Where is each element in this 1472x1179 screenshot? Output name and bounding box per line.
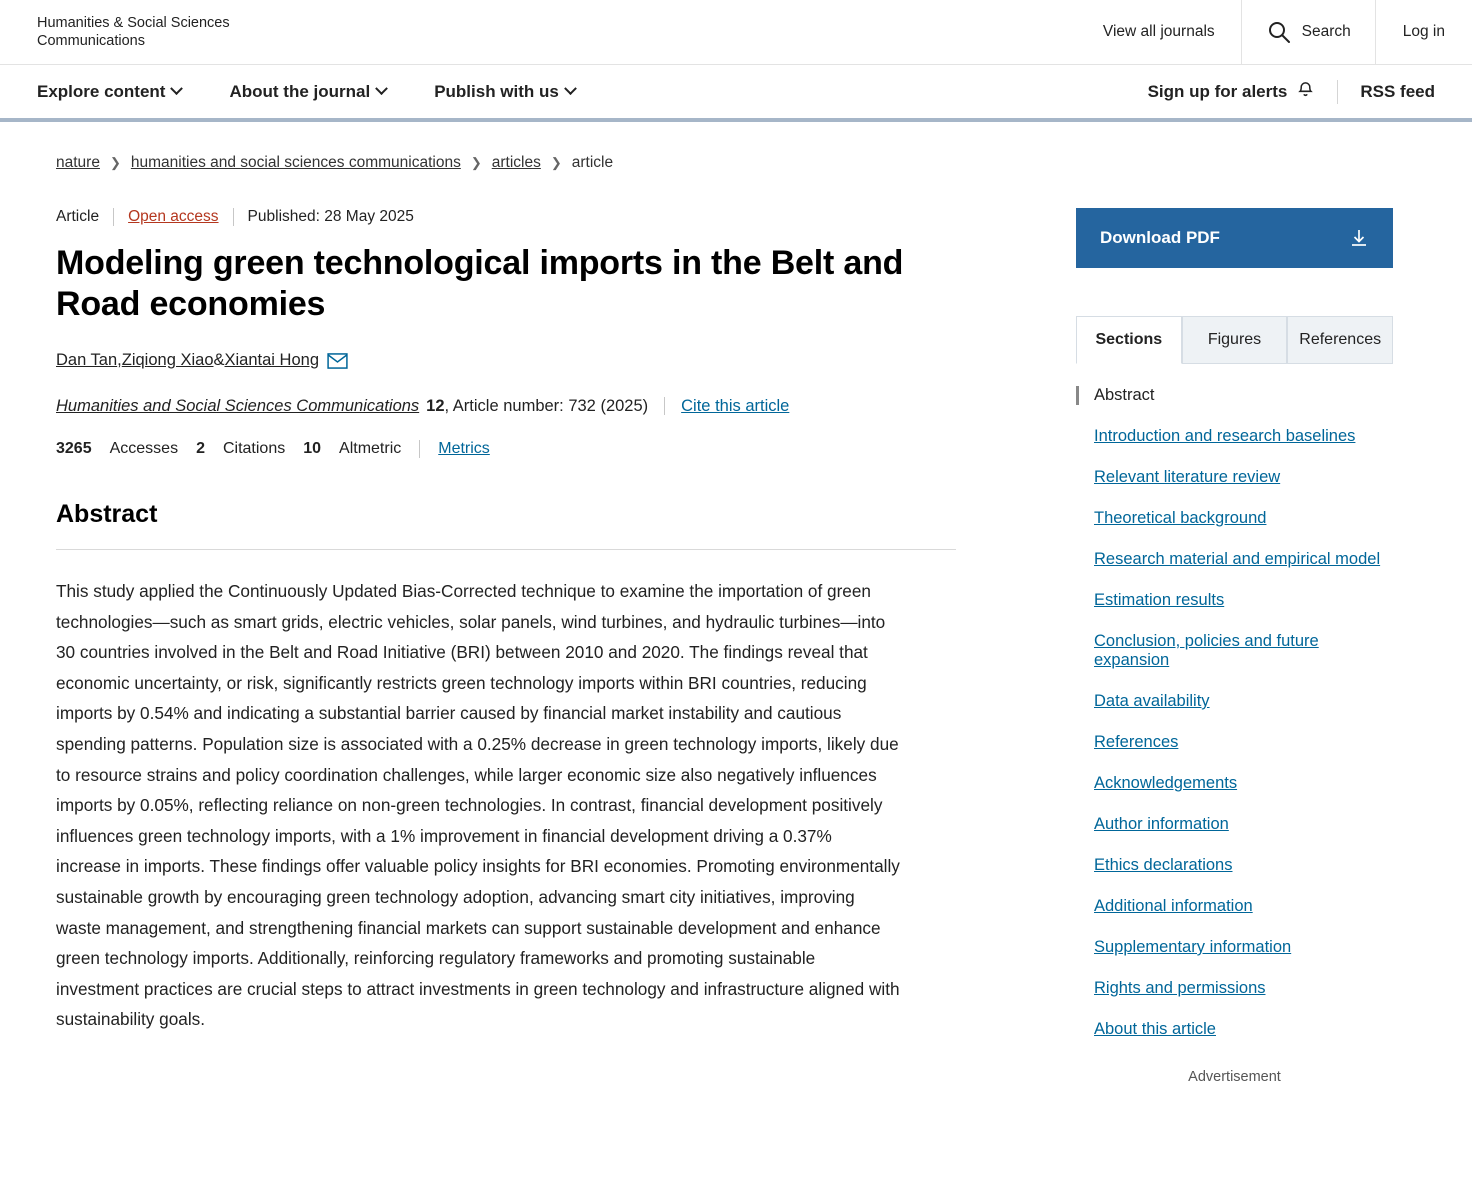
sidebar-item-about-this-article[interactable] bbox=[1076, 1020, 1393, 1039]
journal-citation-line bbox=[56, 397, 956, 416]
advertisement-label: Advertisement bbox=[1188, 1069, 1281, 1085]
sidebar-item-label[interactable]: Supplementary information bbox=[1094, 938, 1292, 956]
sidebar-item-literature-review[interactable] bbox=[1076, 468, 1393, 487]
published-date: Published: 28 May 2025 bbox=[247, 208, 414, 225]
sidebar-item-label[interactable]: Data availability bbox=[1094, 692, 1210, 710]
sidebar-item-label[interactable]: References bbox=[1094, 733, 1179, 751]
sidebar-item-introduction[interactable] bbox=[1076, 427, 1393, 446]
sidebar-item-label: Abstract bbox=[1094, 386, 1155, 404]
breadcrumb-separator-icon: ❯ bbox=[550, 155, 562, 170]
chevron-down-icon bbox=[171, 82, 184, 95]
email-icon[interactable] bbox=[327, 353, 348, 374]
sidebar-item-ethics-declarations[interactable] bbox=[1076, 856, 1393, 875]
page-title: Modeling green technological imports in the Belt and Road economies bbox=[56, 244, 904, 324]
article-meta-line bbox=[56, 208, 956, 226]
open-access-link[interactable]: Open access bbox=[128, 208, 219, 225]
nav-item-label: Explore content bbox=[37, 81, 166, 101]
author-sep-1: , bbox=[117, 350, 122, 369]
accesses-label: Accesses bbox=[109, 439, 179, 457]
rss-feed-link[interactable]: RSS feed bbox=[1360, 81, 1435, 101]
sidebar-item-label[interactable]: Acknowledgements bbox=[1094, 774, 1238, 792]
download-icon bbox=[1349, 228, 1369, 248]
accesses-count: 3265 bbox=[56, 439, 92, 457]
article-type-label: Article bbox=[56, 208, 100, 225]
section-divider bbox=[56, 549, 956, 550]
sidebar-item-label[interactable]: Relevant literature review bbox=[1094, 468, 1281, 486]
article-main-column bbox=[56, 172, 956, 1085]
tab-sections[interactable]: Sections bbox=[1076, 316, 1182, 364]
nav-item-label: Publish with us bbox=[434, 81, 559, 101]
nav-item-about-the-journal[interactable] bbox=[229, 82, 386, 102]
nav-right-group bbox=[1148, 80, 1435, 104]
alerts-label: Sign up for alerts bbox=[1147, 81, 1288, 101]
breadcrumb-item-current: article bbox=[571, 154, 614, 171]
sections-nav-list bbox=[1076, 364, 1393, 1039]
sidebar-tabs bbox=[1076, 316, 1393, 364]
download-pdf-label: Download PDF bbox=[1100, 228, 1220, 247]
cite-this-article-link[interactable]: Cite this article bbox=[681, 396, 790, 415]
sidebar-item-research-material[interactable] bbox=[1076, 550, 1393, 569]
journal-volume: 12 bbox=[426, 396, 445, 415]
meta-divider bbox=[419, 440, 420, 458]
sidebar-item-rights-and-permissions[interactable] bbox=[1076, 979, 1393, 998]
login-link[interactable]: Log in bbox=[1402, 23, 1445, 40]
article-metrics-line bbox=[56, 440, 956, 458]
citations-count: 2 bbox=[196, 439, 205, 457]
sidebar-item-additional-information[interactable] bbox=[1076, 897, 1393, 916]
author-link-1[interactable]: Dan Tan bbox=[56, 350, 118, 369]
nav-item-publish-with-us[interactable] bbox=[434, 82, 575, 102]
site-header bbox=[0, 0, 1472, 65]
sidebar-item-references[interactable] bbox=[1076, 733, 1393, 752]
sidebar-item-label[interactable]: About this article bbox=[1094, 1020, 1216, 1038]
altmetric-count: 10 bbox=[303, 439, 322, 457]
breadcrumb-separator-icon: ❯ bbox=[470, 155, 482, 170]
author-link-3[interactable]: Xiantai Hong bbox=[224, 350, 319, 369]
sidebar-item-label[interactable]: Author information bbox=[1094, 815, 1229, 833]
sign-up-for-alerts-link[interactable] bbox=[1148, 80, 1339, 104]
breadcrumb-item-journal[interactable]: humanities and social sciences communications bbox=[130, 154, 461, 171]
breadcrumb bbox=[0, 122, 1472, 172]
journal-name-link[interactable]: Humanities and Social Sciences Communications bbox=[56, 396, 420, 415]
sidebar-item-label[interactable]: Additional information bbox=[1094, 897, 1253, 915]
view-all-journals-link[interactable]: View all journals bbox=[1102, 23, 1215, 40]
breadcrumb-separator-icon: ❯ bbox=[109, 155, 121, 170]
nav-item-explore-content[interactable] bbox=[37, 82, 181, 102]
author-list bbox=[56, 350, 956, 371]
download-pdf-button[interactable] bbox=[1076, 208, 1393, 268]
sidebar-item-label[interactable]: Ethics declarations bbox=[1094, 856, 1233, 874]
abstract-text: This study applied the Continuously Updated Bias-Corrected technique to examine the importation of green technologies—such as smart grids, electric vehicles, solar panels, wind turbines, and hydraulic turbines—into 30 countries involved in the Belt and Road Initiative (BRI) between 2010 and 2020. The findings reveal that economic uncertainty, or risk, significantly restricts green technology imports within BRI countries, reducing imports by 0.54% and indicating a substantial barrier caused by financial market instability and cautious spending patterns. Population size is associated with a 0.25% decrease in green technology imports, likely due to resource strains and policy coordination challenges, while larger economic size also negatively influences imports by 0.05%, reflecting reliance on non-green technologies. In contrast, financial development positively influences green technology imports, with a 1% improvement in financial development driving a 0.37% increase in imports. These findings offer valuable policy insights for BRI economies. Promoting environmentally sustainable growth by encouraging green technology adoption, advancing smart city initiatives, improving waste management, and strengthening financial markets can support sustainable development and enhance green technology imports. Additionally, reinforcing regulatory frameworks and promoting sustainable investment practices are crucial steps to attract investments in green technology and infrastructure aligned with sustainability goals. bbox=[56, 580, 900, 1030]
nav-item-label: About the journal bbox=[229, 81, 371, 101]
meta-divider bbox=[664, 397, 665, 415]
sidebar-item-label[interactable]: Research material and empirical model bbox=[1094, 550, 1381, 568]
sidebar-item-abstract[interactable] bbox=[1076, 386, 1393, 405]
chevron-down-icon bbox=[375, 82, 388, 95]
author-sep-2: & bbox=[213, 350, 225, 369]
search-icon bbox=[1266, 19, 1292, 45]
altmetric-label: Altmetric bbox=[339, 439, 402, 457]
sidebar-item-label[interactable]: Rights and permissions bbox=[1094, 979, 1266, 997]
sidebar-item-label[interactable]: Estimation results bbox=[1094, 591, 1225, 609]
breadcrumb-item-nature[interactable]: nature bbox=[56, 154, 100, 171]
tab-references[interactable]: References bbox=[1287, 316, 1393, 364]
sidebar-item-theoretical-background[interactable] bbox=[1076, 509, 1393, 528]
metrics-link[interactable]: Metrics bbox=[438, 439, 490, 457]
chevron-down-icon bbox=[564, 82, 577, 95]
sidebar-item-acknowledgements[interactable] bbox=[1076, 774, 1393, 793]
article-number: , Article number: 732 (2025) bbox=[444, 396, 649, 415]
sidebar-item-label[interactable]: Conclusion, policies and future expansion bbox=[1094, 632, 1319, 669]
citations-label: Citations bbox=[222, 439, 286, 457]
sidebar-item-label[interactable]: Introduction and research baselines bbox=[1094, 427, 1356, 445]
header-right-group bbox=[1077, 0, 1472, 65]
sidebar-item-conclusion[interactable] bbox=[1076, 632, 1393, 670]
page-body bbox=[0, 172, 1472, 1085]
sidebar-item-label[interactable]: Theoretical background bbox=[1094, 509, 1267, 527]
open-access-link-wrap[interactable] bbox=[114, 208, 232, 226]
search-button[interactable] bbox=[1241, 0, 1376, 65]
primary-nav bbox=[0, 65, 1472, 122]
sidebar-item-author-information[interactable] bbox=[1076, 815, 1393, 834]
bell-icon bbox=[1296, 80, 1315, 104]
author-link-2[interactable]: Ziqiong Xiao bbox=[121, 350, 214, 369]
abstract-heading: Abstract bbox=[56, 499, 158, 528]
journal-masthead: Humanities & Social Sciences Communications bbox=[37, 14, 230, 49]
breadcrumb-item-articles[interactable]: articles bbox=[491, 154, 541, 171]
tab-figures[interactable]: Figures bbox=[1182, 316, 1288, 364]
search-label: Search bbox=[1301, 23, 1351, 40]
article-sidebar bbox=[956, 172, 1393, 1085]
sidebar-item-data-availability[interactable] bbox=[1076, 692, 1393, 711]
sidebar-item-estimation-results[interactable] bbox=[1076, 591, 1393, 610]
sidebar-item-supplementary-information[interactable] bbox=[1076, 938, 1393, 957]
